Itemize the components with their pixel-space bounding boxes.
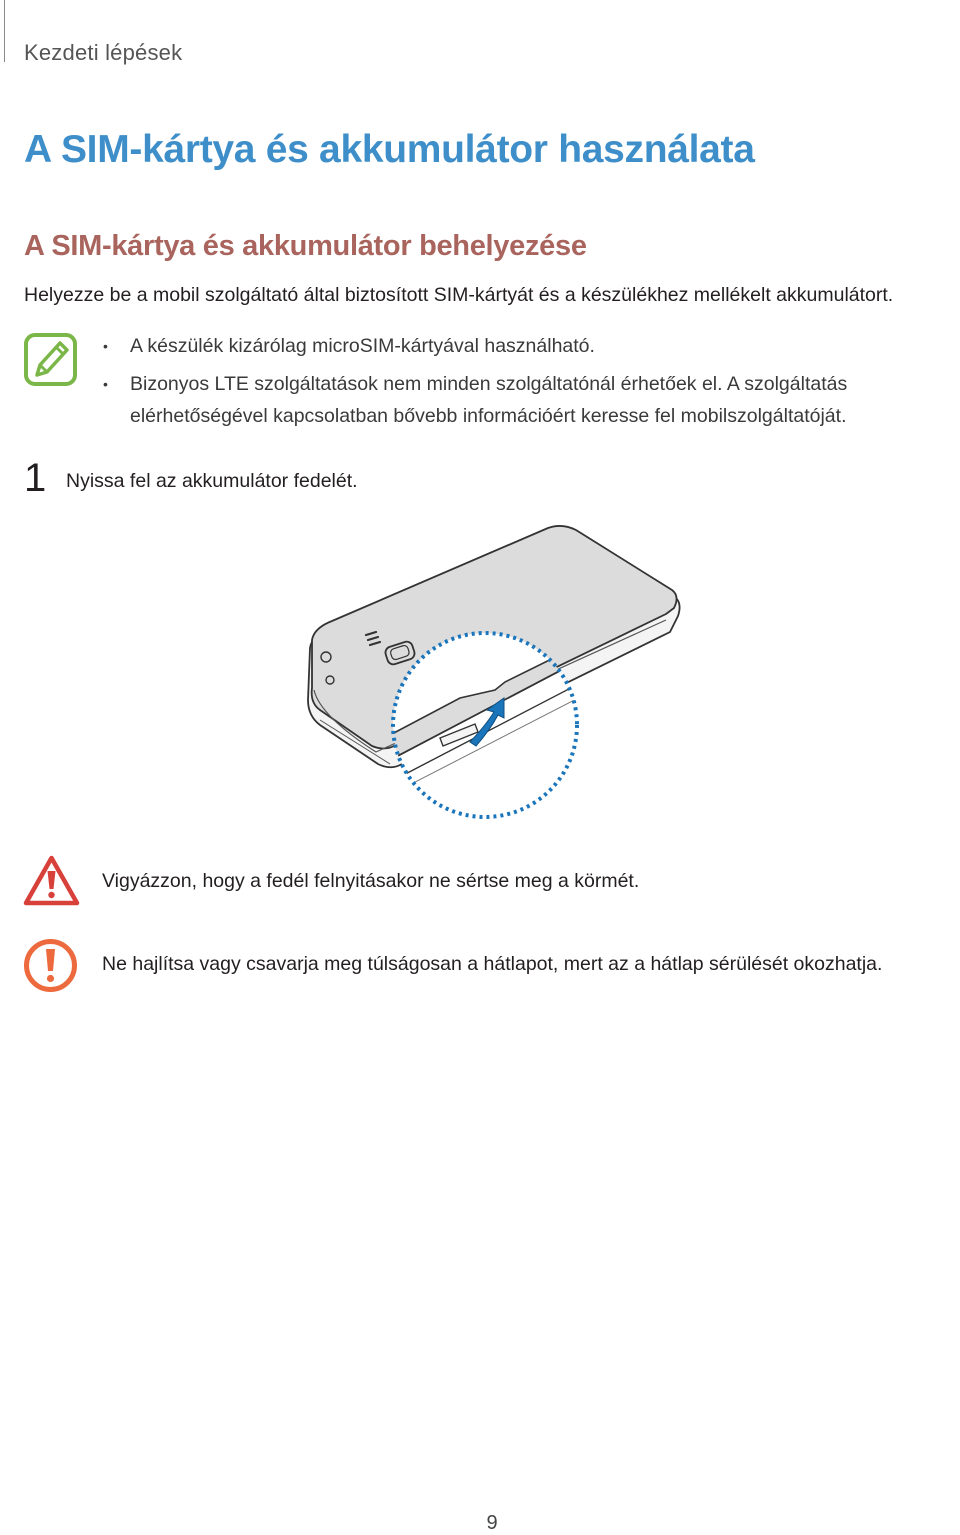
intro-paragraph: Helyezze be a mobil szolgáltató által biztosított SIM-kártyát és a készülékhez mellékelt akkumulátort. bbox=[24, 284, 894, 306]
bullet: • bbox=[103, 376, 108, 392]
left-margin-rule bbox=[4, 0, 5, 62]
warning-text: Vigyázzon, hogy a fedél felnyitásakor ne sértse meg a körmét. bbox=[102, 870, 640, 892]
step-number: 1 bbox=[24, 456, 47, 500]
page-number: 9 bbox=[486, 1512, 498, 1534]
note-list bbox=[100, 330, 930, 438]
phone-back-cover-illustration bbox=[290, 520, 690, 830]
step-text: Nyissa fel az akkumulátor fedelét. bbox=[66, 470, 358, 492]
caution-circle-icon bbox=[23, 938, 78, 993]
pencil-note-icon bbox=[23, 332, 78, 387]
section-subtitle: A SIM-kártya és akkumulátor behelyezése bbox=[24, 230, 587, 262]
bullet: • bbox=[103, 338, 108, 354]
page-title: A SIM-kártya és akkumulátor használata bbox=[24, 128, 755, 171]
chapter-header: Kezdeti lépések bbox=[24, 40, 183, 65]
note-item bbox=[100, 368, 930, 432]
warning-triangle-icon bbox=[23, 855, 80, 907]
note-item bbox=[100, 330, 930, 362]
note-text: Bizonyos LTE szolgáltatások nem minden szolgáltatónál érhetőek el. A szolgáltatás elérhetőségével kapcsolatban bővebb információért keresse fel mobilszolgáltatóját. bbox=[130, 373, 848, 427]
note-text: A készülék kizárólag microSIM-kártyával használható. bbox=[130, 335, 595, 357]
caution-text: Ne hajlítsa vagy csavarja meg túlságosan a hátlapot, mert az a hátlap sérülését okozhatja. bbox=[102, 953, 883, 975]
